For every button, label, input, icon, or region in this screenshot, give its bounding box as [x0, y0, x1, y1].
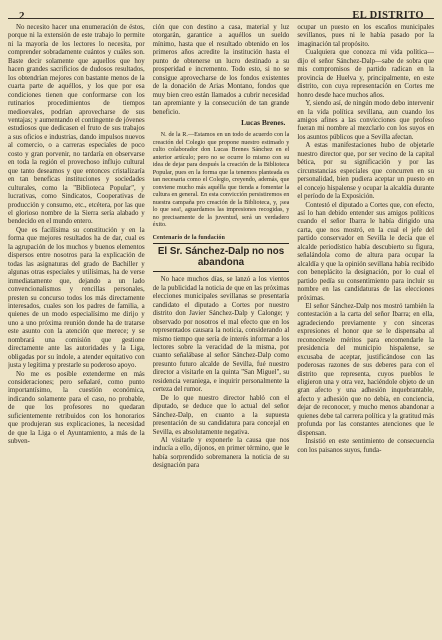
- page-number: 2: [19, 10, 25, 22]
- article-paragraph: A estas manifestaciones hubo de objetarle nuestro director que, por ser vecino de la capital bética, por su significación y por las circunstancias especiales que concurren en su personalidad, bien pudiera aceptar un puesto en el concejo hispalense y ocupar la alcaldía durante el período de la Exposición.: [297, 142, 435, 201]
- editor-note-paragraph: N. de la R.—Estamos en un todo de acuerdo con la creación del Colegio que propone nuestro estimado y culto colaborador don Lucas Brenes Sánchez en el anterior artículo; pero no se ocurre lo mismo con su idea de dejar para después la creación de la Biblioteca Popular, pues en la forma que la tenemos planteada es tan necesaria como el Colegio, creyendo, además, que conviene mucho más aquélla que tienda a fomentar la cultura en general. En esta convicción persistiremos en nuestra campaña pro creación de la Biblioteca, y, ¡sea lo que sea!, aguardamos las impresiones recogidas, y no precisamente de la juventud, será un verdadero éxito.: [152, 131, 290, 229]
- article-columns: [8, 24, 434, 636]
- author-signature: Lucas Brenes.: [241, 117, 286, 127]
- article-paragraph: No necesito hacer una enumeración de éstos, porque ni la extensión de este trabajo lo permite ni la mayoría de los lectores lo necesita, por comprender sobradamente cuántos y cuáles son. Baste decir solamente que aquellos que hoy hacen grandes sacrificios de dudosos resultados, los obtendrían mejores con bastante menos de la cuarta parte de aquéllos, y los que por esa condiciones tienen que conformarse con los rutinarios procedimientos de tiempos medioevales, podrían aprovecharse de sus ventajas; y aumentando el contingente de jóvenes estudiosos que dedicasen el fruto de sus trabajos a sus oficios e industrias, dando impulsos nuevos al comercio, o a carreras especiales de poco costo y gran porvenir, no tardaría en observarse en toda la región el provechoso influjo cultural que tanto deseamos y que entonces cristalizaría en tan beneficas instituciones y sociedades culturales, como la "Biblioteca Popular", y lucrativas, como Sindicatos, Cooperativas de producción y consumo, etc., etcétera, por las que el glorioso nombre de la Sierra sería alabado y bendecido en el mundo entero.: [8, 24, 145, 226]
- section-label: Centenario de la fundación: [152, 234, 226, 241]
- header-rule: [8, 18, 434, 19]
- column-2: [153, 24, 290, 636]
- article-paragraph: Al visitarle y exponerle la causa que nos inducía a ello, díjonos, en primer término, que le había sorprendido sobremanera la noticia de su designación para: [152, 437, 290, 470]
- editor-note: [153, 131, 290, 229]
- article-paragraph: Cualquiera que conozca mi vida política—dijo el señor Sánchez-Dalp—sabe de sobra que mis compromisos de partido radican en la provincia de Huelva y, principalmente, en este distrito, con cuya representación en Cortes me honro desde hace muchos años.: [297, 49, 435, 99]
- article-paragraph: Contestó el diputado a Cortes que, con efecto, así lo han debido entender sus amigos políticos cuando el señor Ibarra le había dirigido una carta, que nos mostró, en la cual el jefe del partido conservador en Sevilla le decía que el alcalde periodístico había descubierto su figura, señalándola como de altura para ocupar la alcaldía y que la opinión sevillana había recibido con beneplácito la designación, por lo cual el partido pedía su consentimiento para incluir su nombre en las candidaturas de las elecciones próximas.: [297, 201, 435, 302]
- column-3: [297, 24, 434, 636]
- article-paragraph: Que es facilísima su constitución y en la forma que mejores resultados ha de dar, cual es la agrupación de los muchos y buenos elementos dispersos entre nosotros para la explicación de todas las asignaturas del grado de Bachiller y algunas otras especiales y utilísimas, ha de verse inmediatamente que, dejando a un lado convencionalismos y rencillas personales, presten su concurso todos los más directamente interesados, cuales son los padres de familia, a quienes de un modo especialísimo me dirijo y uno a uno próxima reunión donde ha de tratarse este asunto con la atención que merece; y se nombrará una comisión que gestione directamente ante las autoridades y la Liga, obligadas por su índole, a atender equitativo con justa y legítima y prestarle su poderoso apoyo.: [8, 226, 145, 370]
- article-paragraph: De lo que nuestro director habló con el diputado, se deduce que lo actual del señor Sánchez-Dalp, en cuanto a la supuesta presentación de su candidatura para concejal en Sevilla, es absolutamente negativa.: [152, 394, 290, 436]
- article-paragraph: ción que con destino a casa, material y luz otorgarán, garantice a aquéllos un sueldo mínimo, hasta que el resultado obtenido en los primeros años acredite la institución hasta el punto de obtenerse un lucro destinado a su prosperidad e incremento. Todo esto, si no se consigue aprovecharse de los fondos existentes de la donación de Arias Montano, fondos que muy bien creo están llamados a cubrir necesidad tan apremiante y la consecución de tan grande beneficio.: [152, 24, 290, 116]
- article-paragraph: ocupar un puesto en los escaños municipales sevillanos, pues ni le había pasado por la imaginación tal propósito.: [297, 24, 435, 48]
- article-paragraph: Insistió en este sentimiento de consecuencia con los paisanos suyos, funda-: [297, 438, 435, 454]
- article-paragraph: No hace muchos días, se lanzó a los vientos de la publicidad la noticia de que en las próximas elecciones municipales sevillanas se presentaría candidato el diputado a Cortes por nuestro distrito don Javier Sánchez-Dalp y Calonge; y observado por nosotros el mal efecto que en los representados causara la noticia, considerando al mismo tiempo que sería de interés informar a los lectores sobre la veracidad de la misma, por cuanto señalábase al señor Sánchez-Dalp como presunto futuro alcalde de Sevilla, fué nuestro director a visitarle en la quinta "San Miguel", su residencia veraniega, e inquirir personalmente la certeza del rumor.: [152, 276, 290, 394]
- article-paragraph: El señor Sánchez-Dalp nos mostró también la contestación a la carta del señor Ibarra; en ella, agradeciendo previamente y con sinceras expresiones el honor que se le dispensaba al reconocérsele méritos para encomendarle la presidencia del municipio hispalense, se excusaba de aceptar, justificándose con las poderosas razones de sus deberes para con el distrito que representa, cuyos pueblos le eligieron una y otra vez, haciéndole objeto de un gran afecto y una adhesión inquebrantable, afecto y adhesión que no debía, en conciencia, dejar de reconocer, y mucho menos abandonar a quienes debe tal carrera política y la gratitud más profunda por las constantes atenciones que le dispensan.: [297, 302, 435, 437]
- article-paragraph: No me es posible extenderme en más consideraciones; pero señalaré, como punto importantísimo, la cuestión económica, indicando solamente para el caso, no probable, de que los profesores no quedaran suficientemente retribuidos con los honorarios que produjeran sus explicaciones, la necesidad de que la Liga o el Ayuntamiento, a más de la subven-: [8, 370, 145, 446]
- masthead-title: EL DISTRITO: [352, 10, 424, 21]
- article-headline: El Sr. Sánchez-Dalp no nos abandona: [153, 243, 290, 272]
- article-paragraph: Y, siendo así, de ningún modo debo intervenir en la vida política sevillana, aun cuando los amigos afines a las convicciones que profeso fueran mi nombre al mezclarlo con los suyos en los asuntos públicos que a Sevilla afectan.: [297, 100, 435, 141]
- column-1: [8, 24, 145, 636]
